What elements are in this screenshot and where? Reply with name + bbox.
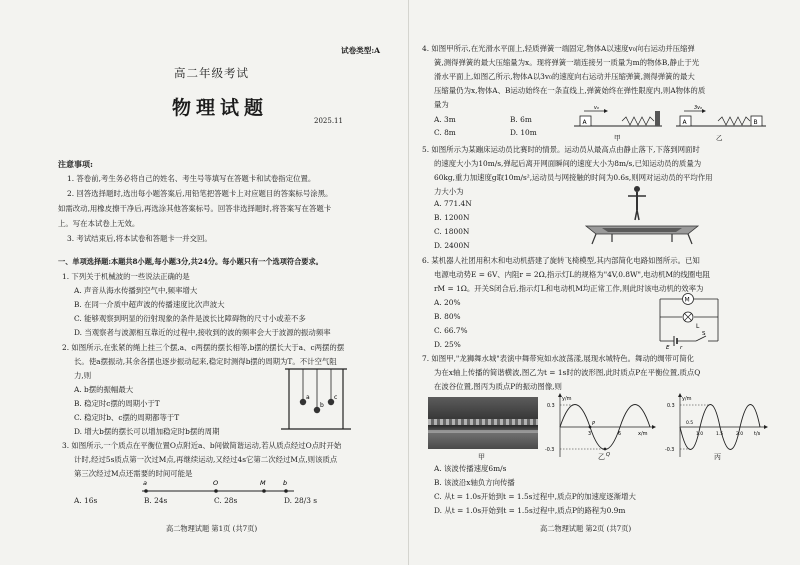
y-axis-label: y/m [562,396,572,402]
q2-stem: 2. 如图所示,在张紧的绳上挂三个摆,a、c两摆的摆长相等,b摆的摆长大于a、c两摆的摆 [62,343,345,352]
q6-stem: 电源电动势E = 6V、内阻r = 2Ω,指示灯L的规格为"4V,0.8W",电动机M的线圈电阻 [434,270,710,279]
arrow-head [764,425,768,429]
q3-option: A. 16s [74,496,98,505]
q5-option: A. 771.4N [434,199,472,208]
q4-option: D. 10m [510,128,537,137]
q4-option: B. 6m [510,115,532,124]
spring-figure [570,104,770,144]
tick-label: -0.3 [665,448,675,453]
page-footer: 高二物理试题 第2页 (共7页) [540,524,632,533]
bob-label: a [306,394,310,401]
page-fold-divider [408,0,409,565]
q6-stem: 6. 某机器人社团用积木和电动机搭建了旋转飞椅模型,其内部简化电路如图所示。已知 [422,256,700,265]
subject-title: 物理试题 [172,97,269,119]
block-label: A [682,119,687,126]
note-line: 上。写在本试卷上无效。 [58,219,140,228]
axis-label: M [260,479,266,487]
arrow-head [702,109,706,113]
page-footer: 高二物理试题 第1页 (共7页) [166,524,258,533]
q4-option: C. 8m [434,128,456,137]
q3-option: B. 24s [144,496,168,505]
spring-coil [718,117,750,125]
q1-stem: 1. 下列关于机械波的一些说法正确的是 [62,272,190,281]
motor-label: M [684,296,690,304]
page-two [422,0,772,565]
q5-option: C. 1800N [434,227,470,236]
bob-label: c [334,394,338,401]
vibration-graph-bing [666,393,770,461]
x-axis-label: x/m [638,431,648,437]
section-heading: 一、单项选择题:本题共8小题,每小题3分,共24分。每小题只有一个选项符合要求。 [58,257,323,266]
q6-option: B. 80% [434,312,461,321]
trampoline-leg [592,234,596,244]
point-a [144,489,148,493]
figure-caption: 丙 [714,453,721,461]
axis-label: a [143,479,147,487]
q6-option: A. 20% [434,298,461,307]
q7-stem: 为在x轴上传播的简谐横波,图乙为t = 1s时的波形图,此时质点P在平衡位置,质点Q [434,368,701,377]
q3-stem: 第三次经过M点还需要的时间可能是 [74,469,193,478]
q1-option: C. 能够观察到明显的衍射现象的条件是波长比障碍物的尺寸小或差不多 [74,314,306,323]
q2-option: B. 稳定时c摆的周期小于T [74,399,160,408]
trampoline-leg [688,234,692,244]
q6-option: D. 25% [434,340,461,349]
point-label: Q [606,452,610,458]
pendulum-figure [281,363,353,433]
y-axis-label: y/m [682,396,692,402]
trampoline-figure [582,184,702,246]
exam-date: 2025.11 [314,117,343,125]
athlete-leg [637,210,639,220]
point-label: P [592,421,596,427]
q3-option: D. 28/3 s [284,496,318,505]
q5-stem: 力大小为 [434,187,464,196]
q1-option: A. 声音从海水传播到空气中,频率增大 [74,286,198,295]
velocity-label: v₀ [594,105,599,111]
water-reflection [428,430,538,433]
q2-option: A. b摆的振幅最大 [74,385,134,394]
q4-option: A. 3m [434,115,456,124]
point-p [589,426,592,429]
figure-caption: 甲 [478,453,485,461]
point-m [262,489,266,493]
exam-type-label: 试卷类型:A [341,46,381,55]
q7-option: C. 从t = 1.0s开始到t = 1.5s过程中,质点P的加速度逐渐增大 [434,492,636,501]
tick-label: 1.0 [696,432,704,437]
emf-label: E [666,345,670,351]
tick-label: -0.3 [545,448,555,453]
t-axis-label: t/s [754,431,761,437]
q7-option: B. 该波沿x轴负方向传播 [434,478,515,487]
tick-label: 3 [588,432,592,437]
q6-option: C. 66.7% [434,326,468,335]
q7-option: D. 从t = 1.0s开始到t = 1.5s过程中,质点P的路程为0.9m [434,506,626,515]
note-line: 3. 考试结束后,将本试卷和答题卡一并交回。 [67,234,212,243]
q4-stem: 簧,测得弹簧的最大压缩量为x。现将弹簧一端连接另一质量为m的物体B,静止于光 [434,58,700,67]
arrow-head [604,109,608,113]
q5-stem: 5. 如图所示为某蹦床运动员比赛时的情景。运动员从最高点由静止落下,下落到网面时 [422,145,700,154]
q4-stem: 4. 如图甲所示,在光滑水平面上,轻质弹簧一端固定,物体A以速度v₀向右运动并压缩弹 [422,44,695,53]
q7-option: A. 该波传播速度6m/s [434,464,507,473]
page-one [56,0,396,565]
wave-graph-yi [546,393,658,461]
tick-label: 0.5 [686,421,694,426]
q7-stem: 7. 如图甲,"龙狮舞水城"表演中舞带宛如水波荡漾,展现水城特色。舞动的绸带可简化 [422,354,695,363]
tick-label: 6 [618,432,622,437]
point-o [214,489,218,493]
figure-caption: 乙 [598,453,605,461]
block-label: B [753,119,758,126]
fixed-wall [655,111,660,126]
block-label: A [582,119,587,126]
q1-option: B. 在同一介质中超声波的传播速度比次声波大 [74,300,225,309]
tick-label: 1.5 [716,432,724,437]
q5-option: D. 2400N [434,241,470,250]
athlete-head [634,186,640,192]
q6-stem: rM = 1Ω。开关S闭合后,指示灯L和电动机M均正常工作,则此时该电动机的效率为 [434,284,704,293]
figure-caption: 乙 [716,134,723,142]
circuit-figure [652,291,732,349]
dragon-dance-photo [428,397,538,449]
q2-stem: 力,则 [74,371,92,380]
q4-stem: 压缩量仍为x,物体A、B运动始终在一条直线上,弹簧始终在弹性限度内,则A物体的质 [434,86,706,95]
q2-option: C. 稳定时b、c摆的周期都等于T [74,413,180,422]
q3-stem: 计时,经过5s质点第一次过M点,再继续运动,又经过4s它第二次经过M点,则该质点 [74,455,338,464]
q3-option: C. 28s [214,496,238,505]
axis-label: O [213,479,219,487]
trampoline-net [602,228,682,232]
q3-stem: 3. 如图所示,一个质点在平衡位置O点附近a、b间做简谐运动,若从质点经过O点时开始 [62,441,342,450]
notes-heading: 注意事项: [58,159,93,169]
velocity-label: 3v₀ [694,105,703,111]
tick-label: 2.0 [736,432,744,437]
q7-stem: 在波谷位置,图丙为质点P的振动图像,则 [434,382,562,391]
q2-stem: 长。使a摆振动,其余各摆也逐步振动起来,稳定时测得b摆的周期为T。不计空气阻 [74,357,337,366]
q4-stem: 量为 [434,100,449,109]
bob-label: b [320,402,324,409]
grade-title: 高二年级考试 [174,66,249,80]
lamp-label: L [696,323,700,330]
point-b [284,489,288,493]
figure-caption: 甲 [614,134,621,142]
note-line: 如需改动,用橡皮擦干净后,再选涂其他答案标号。回答非选择题时,将答案写在答题卡 [58,204,332,213]
q4-stem: 滑水平面上,如图乙所示,物体A以3v₀的速度向右运动并压缩弹簧,测得弹簧的最大 [434,72,695,81]
axis-label: b [283,479,288,487]
q2-option: D. 增大b摆的摆长可以增加稳定时b摆的周期 [74,427,220,436]
resistance-label: r [680,345,683,351]
tick-label: 0.3 [547,404,555,409]
point-q [604,448,607,451]
switch-label: S [702,331,706,337]
spring-coil [622,117,654,125]
ribbon-wave [428,419,538,425]
tick-label: 0.3 [667,404,675,409]
q5-option: B. 1200N [434,213,470,222]
q1-option: D. 当观察者与波源相互靠近的过程中,接收到的波的频率会大于波源的振动频率 [74,328,331,337]
note-line: 1. 答卷前,考生务必将自己的姓名、考生号等填写在答题卡和试卷指定位置。 [67,174,316,183]
q5-stem: 的速度大小为10m/s,弹起后离开网面瞬间的速度大小为8m/s,已知运动员的质量为 [434,159,702,168]
note-line: 2. 回答选择题时,选出每小题答案后,用铅笔把答题卡上对应题目的答案标号涂黑。 [67,189,333,198]
arrow-head [652,425,656,429]
q5-stem: 60kg,重力加速度g取10m/s²,运动员与网接触的时间为0.6s,则网对运动员的平均作用 [434,173,713,182]
